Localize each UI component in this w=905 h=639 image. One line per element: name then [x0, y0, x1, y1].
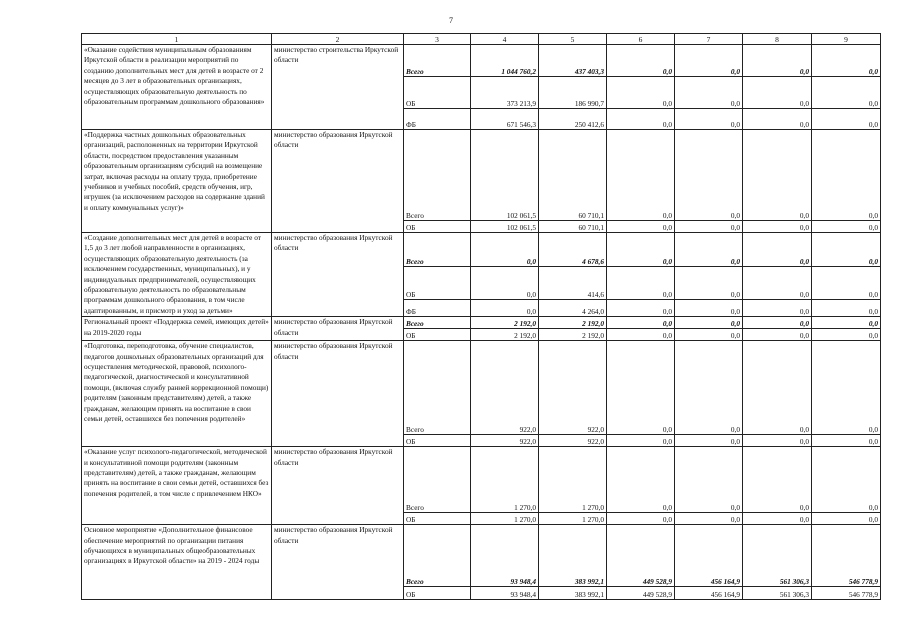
amount-cell: 449 528,9 [607, 587, 675, 600]
amount-cell: 1 270,0 [471, 513, 539, 525]
funding-source: Всего [404, 341, 471, 435]
amount-cell: 456 164,9 [675, 525, 743, 587]
funding-source: Всего [404, 233, 471, 267]
amount-cell: 922,0 [539, 341, 607, 435]
amount-cell: 0,0 [675, 77, 743, 109]
amount-cell: 0,0 [675, 45, 743, 77]
amount-cell: 0,0 [607, 77, 675, 109]
amount-cell: 373 213,9 [471, 77, 539, 109]
activity-name: «Подготовка, переподготовка, обучение специалистов, педагогов дошкольных образовательных организаций для осуществления методической, правовой, психолого-педагогической, диагностической и консультативной помощи, (включая службу ранней коррекционной помощи) родителям (законным представителям) детей, а также гражданам, желающим принять на воспитание в свои семьи детей, оставшихся без попечения родителей» [82, 341, 272, 447]
amount-cell: 561 306,3 [743, 587, 812, 600]
amount-cell: 0,0 [812, 435, 881, 447]
budget-table [81, 33, 881, 600]
column-header: 8 [743, 34, 812, 45]
amount-cell: 0,0 [607, 447, 675, 513]
funding-source: ОБ [404, 435, 471, 447]
table-row [82, 525, 881, 587]
amount-cell: 0,0 [812, 341, 881, 435]
amount-cell: 0,0 [812, 233, 881, 267]
column-header: 5 [539, 34, 607, 45]
amount-cell: 102 061,5 [471, 221, 539, 233]
amount-cell: 0,0 [743, 45, 812, 77]
amount-cell: 0,0 [675, 233, 743, 267]
responsible-executor: министерство образования Иркутской области [272, 447, 404, 525]
amount-cell: 60 710,1 [539, 130, 607, 221]
amount-cell: 0,0 [675, 329, 743, 341]
funding-source: Всего [404, 130, 471, 221]
funding-source: Всего [404, 317, 471, 329]
amount-cell: 0,0 [675, 221, 743, 233]
amount-cell: 0,0 [675, 109, 743, 130]
amount-cell: 456 164,9 [675, 587, 743, 600]
funding-source: Всего [404, 447, 471, 513]
amount-cell: 0,0 [743, 299, 812, 316]
amount-cell: 0,0 [607, 233, 675, 267]
amount-cell: 0,0 [743, 109, 812, 130]
amount-cell: 922,0 [539, 435, 607, 447]
activity-name: Основное мероприятие «Дополнительное финансовое обеспечение мероприятий по организации питания обучающихся в муниципальных общеобразовательных организациях в Иркутской области» на 2019 - 2024 годы [82, 525, 272, 600]
amount-cell: 561 306,3 [743, 525, 812, 587]
amount-cell: 0,0 [607, 109, 675, 130]
amount-cell: 186 990,7 [539, 77, 607, 109]
amount-cell: 0,0 [471, 233, 539, 267]
amount-cell: 671 546,3 [471, 109, 539, 130]
amount-cell: 1 044 760,2 [471, 45, 539, 77]
amount-cell: 383 992,1 [539, 525, 607, 587]
funding-source: Всего [404, 45, 471, 77]
amount-cell: 4 678,6 [539, 233, 607, 267]
responsible-executor: министерство строительства Иркутской области [272, 45, 404, 130]
amount-cell: 0,0 [743, 77, 812, 109]
amount-cell: 0,0 [812, 130, 881, 221]
responsible-executor: министерство образования Иркутской области [272, 525, 404, 600]
amount-cell: 0,0 [607, 221, 675, 233]
amount-cell: 0,0 [607, 317, 675, 329]
amount-cell: 0,0 [812, 109, 881, 130]
amount-cell: 0,0 [743, 329, 812, 341]
amount-cell: 0,0 [812, 317, 881, 329]
activity-name: «Поддержка частных дошкольных образовательных организаций, расположенных на территории Иркутской области, посредством предоставления указанным образовательным организациям субсидий на возмещение затрат, включая расходы на оплату труда, приобретение учебников и учебных пособий, средств обучения, игр, игрушек (за исключением расходов на содержание зданий и оплату коммунальных услуг)» [82, 130, 272, 233]
amount-cell: 449 528,9 [607, 525, 675, 587]
amount-cell: 0,0 [607, 435, 675, 447]
amount-cell: 0,0 [607, 130, 675, 221]
funding-source: ОБ [404, 329, 471, 341]
column-header: 7 [675, 34, 743, 45]
amount-cell: 0,0 [471, 299, 539, 316]
funding-source: ОБ [404, 513, 471, 525]
amount-cell: 0,0 [675, 299, 743, 316]
amount-cell: 0,0 [812, 299, 881, 316]
table-row [82, 317, 881, 329]
amount-cell: 0,0 [675, 341, 743, 435]
amount-cell: 0,0 [812, 513, 881, 525]
amount-cell: 0,0 [675, 317, 743, 329]
amount-cell: 0,0 [743, 447, 812, 513]
column-header: 6 [607, 34, 675, 45]
amount-cell: 0,0 [743, 435, 812, 447]
table-row [82, 130, 881, 221]
table-row [82, 233, 881, 267]
funding-source: ОБ [404, 587, 471, 600]
amount-cell: 0,0 [743, 341, 812, 435]
column-header: 4 [471, 34, 539, 45]
amount-cell: 0,0 [743, 130, 812, 221]
column-header: 9 [812, 34, 881, 45]
amount-cell: 2 192,0 [471, 317, 539, 329]
amount-cell: 437 403,3 [539, 45, 607, 77]
amount-cell: 0,0 [812, 221, 881, 233]
amount-cell: 60 710,1 [539, 221, 607, 233]
amount-cell: 414,6 [539, 266, 607, 299]
column-header: 3 [404, 34, 471, 45]
amount-cell: 0,0 [607, 329, 675, 341]
amount-cell: 1 270,0 [539, 447, 607, 513]
amount-cell: 0,0 [675, 266, 743, 299]
amount-cell: 0,0 [607, 513, 675, 525]
amount-cell: 0,0 [607, 45, 675, 77]
amount-cell: 383 992,1 [539, 587, 607, 600]
amount-cell: 0,0 [812, 45, 881, 77]
amount-cell: 0,0 [743, 266, 812, 299]
amount-cell: 0,0 [743, 233, 812, 267]
amount-cell: 0,0 [675, 130, 743, 221]
responsible-executor: министерство образования Иркутской области [272, 233, 404, 317]
amount-cell: 0,0 [675, 447, 743, 513]
amount-cell: 0,0 [743, 513, 812, 525]
funding-source: ОБ [404, 266, 471, 299]
amount-cell: 922,0 [471, 435, 539, 447]
amount-cell: 2 192,0 [539, 329, 607, 341]
column-header: 2 [272, 34, 404, 45]
amount-cell: 0,0 [675, 435, 743, 447]
amount-cell: 546 778,9 [812, 525, 881, 587]
column-header: 1 [82, 34, 272, 45]
amount-cell: 93 948,4 [471, 587, 539, 600]
funding-source: ФБ [404, 109, 471, 130]
amount-cell: 93 948,4 [471, 525, 539, 587]
table-row [82, 447, 881, 513]
responsible-executor: министерство образования Иркутской области [272, 317, 404, 341]
amount-cell: 0,0 [743, 317, 812, 329]
funding-source: ОБ [404, 77, 471, 109]
amount-cell: 0,0 [607, 341, 675, 435]
amount-cell: 0,0 [812, 77, 881, 109]
amount-cell: 1 270,0 [471, 447, 539, 513]
activity-name: Региональный проект «Поддержка семей, имеющих детей» на 2019-2020 годы [82, 317, 272, 341]
amount-cell: 0,0 [812, 447, 881, 513]
amount-cell: 102 061,5 [471, 130, 539, 221]
amount-cell: 1 270,0 [539, 513, 607, 525]
amount-cell: 250 412,6 [539, 109, 607, 130]
amount-cell: 2 192,0 [539, 317, 607, 329]
responsible-executor: министерство образования Иркутской области [272, 341, 404, 447]
table-row [82, 45, 881, 77]
amount-cell: 0,0 [607, 299, 675, 316]
activity-name: «Оказание содействия муниципальным образованиям Иркутской области в реализации мероприятий по созданию дополнительных мест для детей в возрасте от 2 месяцев до 3 лет в образовательных организациях, осуществляющих образовательную деятельность по образовательным программам дошкольного образования» [82, 45, 272, 130]
funding-source: Всего [404, 525, 471, 587]
amount-cell: 922,0 [471, 341, 539, 435]
amount-cell: 0,0 [607, 266, 675, 299]
activity-name: «Оказание услуг психолого-педагогической, методической и консультативной помощи родителям (законным представителям) детей, а также гражданам, желающим принять на воспитание в свои семьи детей, оставшихся без попечения родителей, в том числе с привлечением НКО» [82, 447, 272, 525]
table-row [82, 341, 881, 435]
amount-cell: 2 192,0 [471, 329, 539, 341]
amount-cell: 4 264,0 [539, 299, 607, 316]
amount-cell: 0,0 [743, 221, 812, 233]
funding-source: ОБ [404, 221, 471, 233]
activity-name: «Создание дополнительных мест для детей в возрасте от 1,5 до 3 лет любой направленности в организациях, осуществляющих образовательную деятельность (за исключением государственных, муниципальных), и у индивидуальных предпринимателей, осуществляющих образовательную деятельность по образовательным программам дошкольного образования, в том числе адаптированным, и присмотр и уход за детьми» [82, 233, 272, 317]
responsible-executor: министерство образования Иркутской области [272, 130, 404, 233]
funding-source: ФБ [404, 299, 471, 316]
amount-cell: 0,0 [812, 329, 881, 341]
amount-cell: 546 778,9 [812, 587, 881, 600]
page-number: 7 [449, 16, 453, 25]
amount-cell: 0,0 [812, 266, 881, 299]
table-header-row [82, 34, 881, 45]
amount-cell: 0,0 [675, 513, 743, 525]
amount-cell: 0,0 [471, 266, 539, 299]
